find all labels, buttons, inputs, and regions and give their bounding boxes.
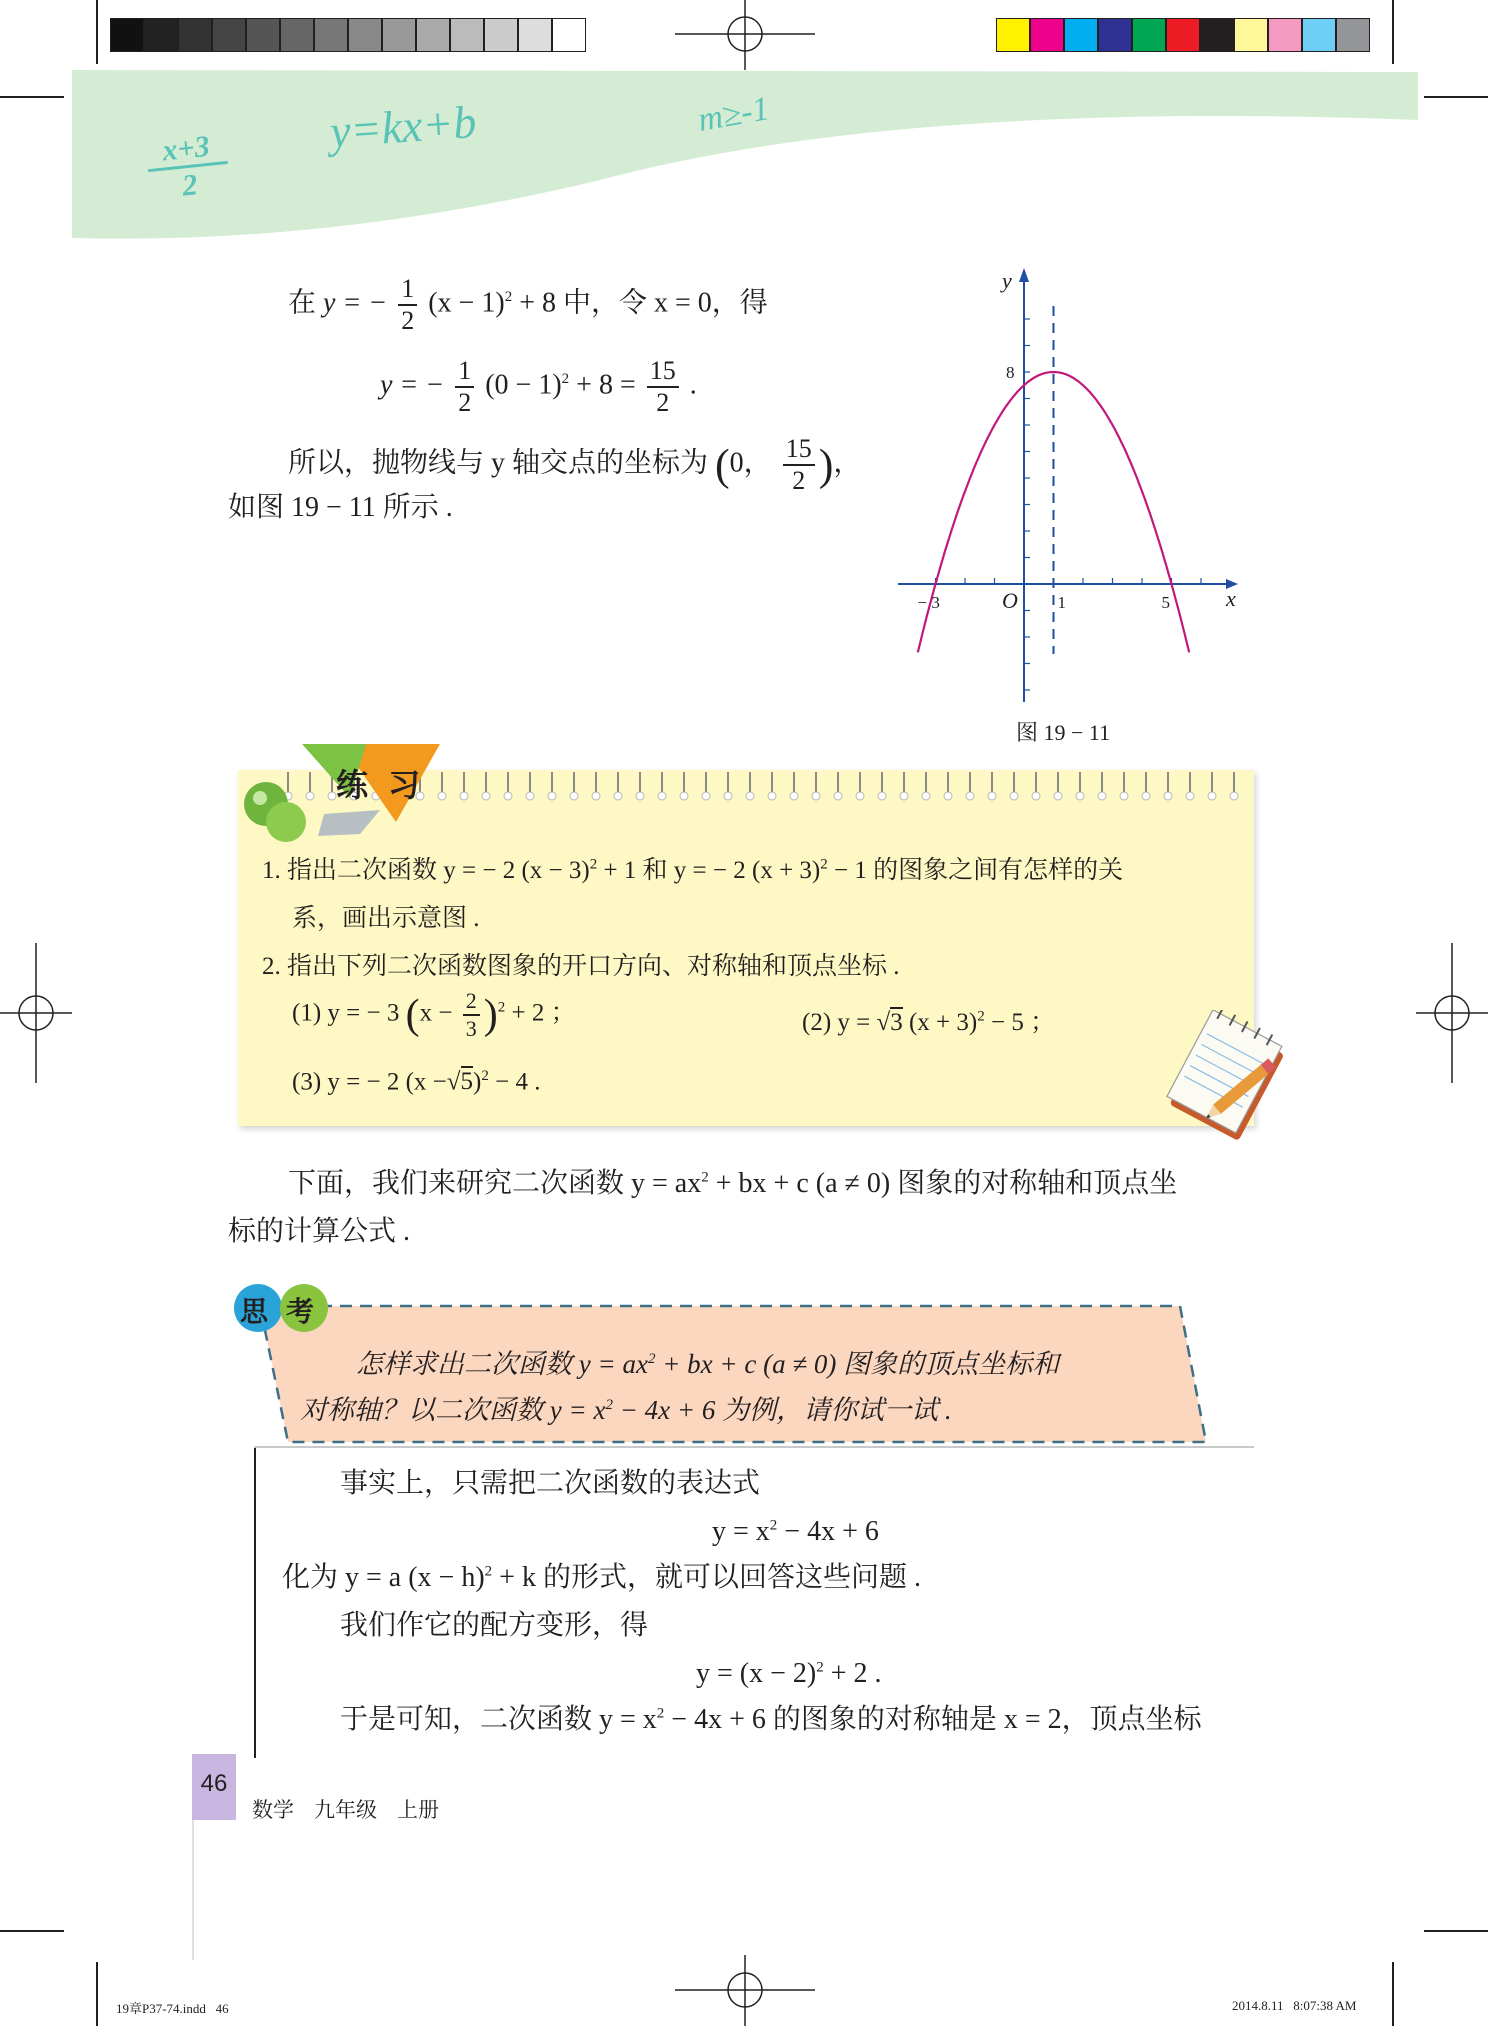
sqrt-sign: √ [446, 1068, 461, 1096]
fraction-numerator: 2 [463, 990, 480, 1016]
gray-swatch [246, 18, 280, 52]
binding-hole [702, 792, 710, 800]
exponent: 2 [769, 1517, 778, 1534]
gray-swatch [314, 18, 348, 52]
exponent: 2 [605, 1397, 613, 1413]
solution-line-2 [712, 1514, 879, 1550]
color-swatch [1098, 18, 1132, 52]
exponent: 2 [484, 1563, 493, 1580]
exponent: 2 [497, 999, 506, 1016]
binding-hole [504, 792, 512, 800]
color-swatch [1200, 18, 1234, 52]
fraction [783, 436, 815, 494]
q2-3-text: − 4 . [495, 1068, 541, 1096]
gray-swatch [110, 18, 144, 52]
intro-line-1 [288, 276, 768, 334]
think-text: − 4x + 6 为例，请你试一试 . [619, 1395, 952, 1425]
color-swatch [1336, 18, 1370, 52]
binding-hole [1230, 792, 1238, 800]
left-paren: ( [715, 440, 730, 490]
binding-hole [636, 792, 644, 800]
intro-formula: y = − [380, 369, 445, 401]
book-title: 数学 九年级 上册 [252, 1798, 440, 1822]
color-swatch [1030, 18, 1064, 52]
q2-1-text: x − [419, 999, 453, 1027]
fraction-numerator: 1 [398, 276, 417, 306]
binding-hole [658, 792, 666, 800]
practice-q2-item-2 [802, 1002, 1055, 1038]
binding-hole [1076, 792, 1084, 800]
q2-1-text: + 2 ； [511, 999, 576, 1027]
binding-hole [1054, 792, 1062, 800]
intro-formula: + 8 = [576, 369, 636, 401]
binding-hole [1164, 792, 1172, 800]
binding-hole [460, 792, 468, 800]
solution-line-4: 我们作它的配方变形，得 [340, 1610, 649, 1641]
binding-hole [812, 792, 820, 800]
q2-3-text: ) [473, 1068, 482, 1096]
exponent: 2 [820, 856, 828, 873]
intro-text: ， [833, 447, 862, 479]
solution-text: − 4x + 6 的图象的对称轴是 x = 2，顶点坐标 [671, 1704, 1202, 1735]
intro-line-4: 如图 19 − 11 所示 . [228, 492, 453, 523]
intro-formula: (0 − 1) [485, 369, 562, 401]
solution-line-5 [696, 1656, 882, 1692]
handwritten-linear-function: y=kx+b [328, 95, 478, 158]
intro-line-3 [288, 436, 861, 494]
transition-line-2: 标的计算公式 . [228, 1216, 411, 1247]
binding-hole [768, 792, 776, 800]
print-timestamp: 2014.8.11 8:07:38 AM [1232, 1998, 1357, 2013]
solution-text: + k 的形式，就可以回答这些问题 . [499, 1562, 921, 1593]
intro-formula: . [689, 369, 697, 401]
x-tick-label-5: 5 [1161, 593, 1170, 612]
binding-hole [834, 792, 842, 800]
fraction-denominator: 2 [401, 306, 415, 335]
x-tick-label-neg3: − 3 [917, 593, 940, 612]
practice-q2-item-1 [292, 990, 576, 1040]
solution-text: 化为 y = a (x − h) [282, 1562, 485, 1593]
intro-text: 在 [288, 287, 324, 319]
binding-hole [1120, 792, 1128, 800]
gray-swatch [382, 18, 416, 52]
intro-line-2 [380, 358, 697, 416]
handwritten-fraction [144, 128, 231, 208]
think-text: 对称轴？以二次函数 y = x [300, 1395, 606, 1425]
binding-hole [614, 792, 622, 800]
binding-hole [856, 792, 864, 800]
parabola-figure [890, 262, 1250, 712]
binding-hole [900, 792, 908, 800]
intro-formula: y = − [323, 287, 388, 319]
color-swatch [1234, 18, 1268, 52]
q1-text: 1. 指出二次函数 y = − 2 (x − 3) [262, 857, 590, 884]
binding-hole [790, 792, 798, 800]
gray-swatch [416, 18, 450, 52]
practice-badge-char-2: 习 [388, 766, 421, 804]
color-swatch [1166, 18, 1200, 52]
q2-2-text: (x + 3) [908, 1009, 978, 1036]
exponent: 2 [481, 1068, 489, 1084]
binding-hole [592, 792, 600, 800]
exponent: 2 [816, 1659, 824, 1676]
solution-line-1: 事实上，只需把二次函数的表达式 [340, 1468, 761, 1499]
handwritten-fraction-numerator: x+3 [144, 128, 227, 172]
think-badge-char-2: 考 [286, 1295, 315, 1328]
binding-hole [1208, 792, 1216, 800]
gray-swatch [348, 18, 382, 52]
solution-top-rule [254, 1446, 1254, 1448]
sqrt-radicand: 3 [890, 1009, 903, 1036]
color-swatch [1302, 18, 1336, 52]
sqrt-radicand: 5 [460, 1068, 474, 1096]
binding-hole [944, 792, 952, 800]
solution-formula: y = x [712, 1516, 770, 1547]
transition-line-1 [288, 1166, 1177, 1202]
solution-formula: − 4x + 6 [784, 1516, 879, 1547]
fraction-numerator: 15 [783, 436, 815, 466]
exponent: 2 [647, 1351, 656, 1367]
exponent: 2 [977, 1008, 985, 1025]
q2-1-text: (1) y = − 3 [292, 999, 400, 1027]
solution-line-6 [340, 1702, 1202, 1738]
q2-3-text: (3) y = − 2 (x − [292, 1068, 447, 1096]
gray-swatch [552, 18, 586, 52]
binding-hole [1098, 792, 1106, 800]
y-axis-arrow [1019, 268, 1029, 282]
binding-hole [1186, 792, 1194, 800]
intro-formula: (x − 1) [428, 287, 505, 319]
practice-q1-line2: 系，画出示意图 . [292, 905, 480, 932]
binding-hole [1032, 792, 1040, 800]
exponent: 2 [656, 1705, 665, 1722]
q1-text: − 1 的图象之间有怎样的关 [834, 857, 1124, 884]
handwritten-inequality: m≥-1 [695, 90, 773, 139]
page-number: 46 [200, 1770, 228, 1797]
exponent: 2 [561, 371, 570, 388]
gray-swatch [280, 18, 314, 52]
origin-label: O [1002, 588, 1018, 613]
x-tick-label-1: 1 [1057, 593, 1066, 612]
q2-2-text: − 5 ； [990, 1009, 1056, 1036]
solution-line-3 [282, 1560, 921, 1596]
binding-hole [724, 792, 732, 800]
fraction-denominator: 2 [656, 388, 670, 417]
solution-formula: y = (x − 2) [696, 1658, 817, 1689]
color-swatch [1132, 18, 1166, 52]
binding-hole [746, 792, 754, 800]
file-name: 19章P37-74.indd 46 [116, 2001, 229, 2016]
transition-text: 下面，我们来研究二次函数 y = ax [288, 1168, 702, 1199]
solution-text: 于是可知，二次函数 y = x [340, 1704, 657, 1735]
fraction [398, 276, 417, 334]
fraction-denominator: 2 [458, 388, 472, 417]
notepad-pencil-icon [1160, 1010, 1300, 1150]
fraction [647, 358, 679, 416]
binding-hole [922, 792, 930, 800]
think-line-1 [356, 1342, 1059, 1381]
gray-swatch [178, 18, 212, 52]
think-badge-char-1: 思 [240, 1295, 269, 1328]
practice-q2-item-3 [292, 1068, 540, 1096]
binding-hole [526, 792, 534, 800]
sqrt-sign: √ [876, 1009, 891, 1036]
page-tab-rule [192, 1820, 194, 1960]
left-paren: ( [405, 992, 420, 1038]
binding-hole [570, 792, 578, 800]
binding-hole [878, 792, 886, 800]
binding-hole [1142, 792, 1150, 800]
exponent: 2 [504, 289, 513, 306]
color-swatch [996, 18, 1030, 52]
binding-hole [1010, 792, 1018, 800]
intro-formula: 0， [729, 447, 772, 479]
binding-hole [548, 792, 556, 800]
gray-swatch [484, 18, 518, 52]
fraction [455, 358, 474, 416]
y-tick-label-8: 8 [1006, 363, 1015, 382]
right-paren: ) [818, 440, 834, 490]
gray-swatch [518, 18, 552, 52]
fraction-numerator: 15 [647, 358, 679, 388]
q2-2-text: (2) y = [802, 1009, 871, 1036]
x-axis-label: x [1226, 586, 1236, 611]
gray-swatch [144, 18, 178, 52]
fraction-denominator: 2 [792, 466, 806, 495]
color-swatch [1268, 18, 1302, 52]
exponent: 2 [589, 856, 598, 873]
fraction-numerator: 1 [455, 358, 474, 388]
solution-formula: + 2 . [830, 1658, 882, 1689]
binding-hole [680, 792, 688, 800]
binding-hole [966, 792, 974, 800]
practice-q1-line1 [262, 850, 1123, 886]
color-swatch [1064, 18, 1098, 52]
intro-text: + 8 中，令 x = 0，得 [519, 287, 768, 319]
fraction-denominator: 3 [465, 1016, 477, 1041]
q1-text: + 1 和 y = − 2 (x + 3) [603, 857, 821, 884]
handwritten-fraction-denominator: 2 [180, 168, 200, 203]
gray-swatch [212, 18, 246, 52]
think-text: 怎样求出二次函数 y = ax [356, 1349, 648, 1379]
solution-left-rule [254, 1446, 256, 1758]
right-paren: ) [483, 992, 498, 1038]
figure-caption: 图 19 − 11 [1016, 720, 1111, 745]
fraction [463, 990, 480, 1040]
y-axis-label: y [1002, 268, 1012, 293]
think-line-2 [300, 1388, 952, 1427]
practice-q2: 2. 指出下列二次函数图象的开口方向、对称轴和顶点坐标 . [262, 953, 900, 980]
intro-text: 所以，抛物线与 y 轴交点的坐标为 [288, 447, 709, 479]
transition-text: + bx + c (a ≠ 0) 图象的对称轴和顶点坐 [715, 1168, 1178, 1199]
binding-hole [988, 792, 996, 800]
practice-badge-char-1: 练 [336, 766, 369, 804]
exponent: 2 [701, 1169, 709, 1186]
gray-swatch [450, 18, 484, 52]
think-text: + bx + c (a ≠ 0) 图象的顶点坐标和 [662, 1349, 1060, 1379]
binding-hole [482, 792, 490, 800]
